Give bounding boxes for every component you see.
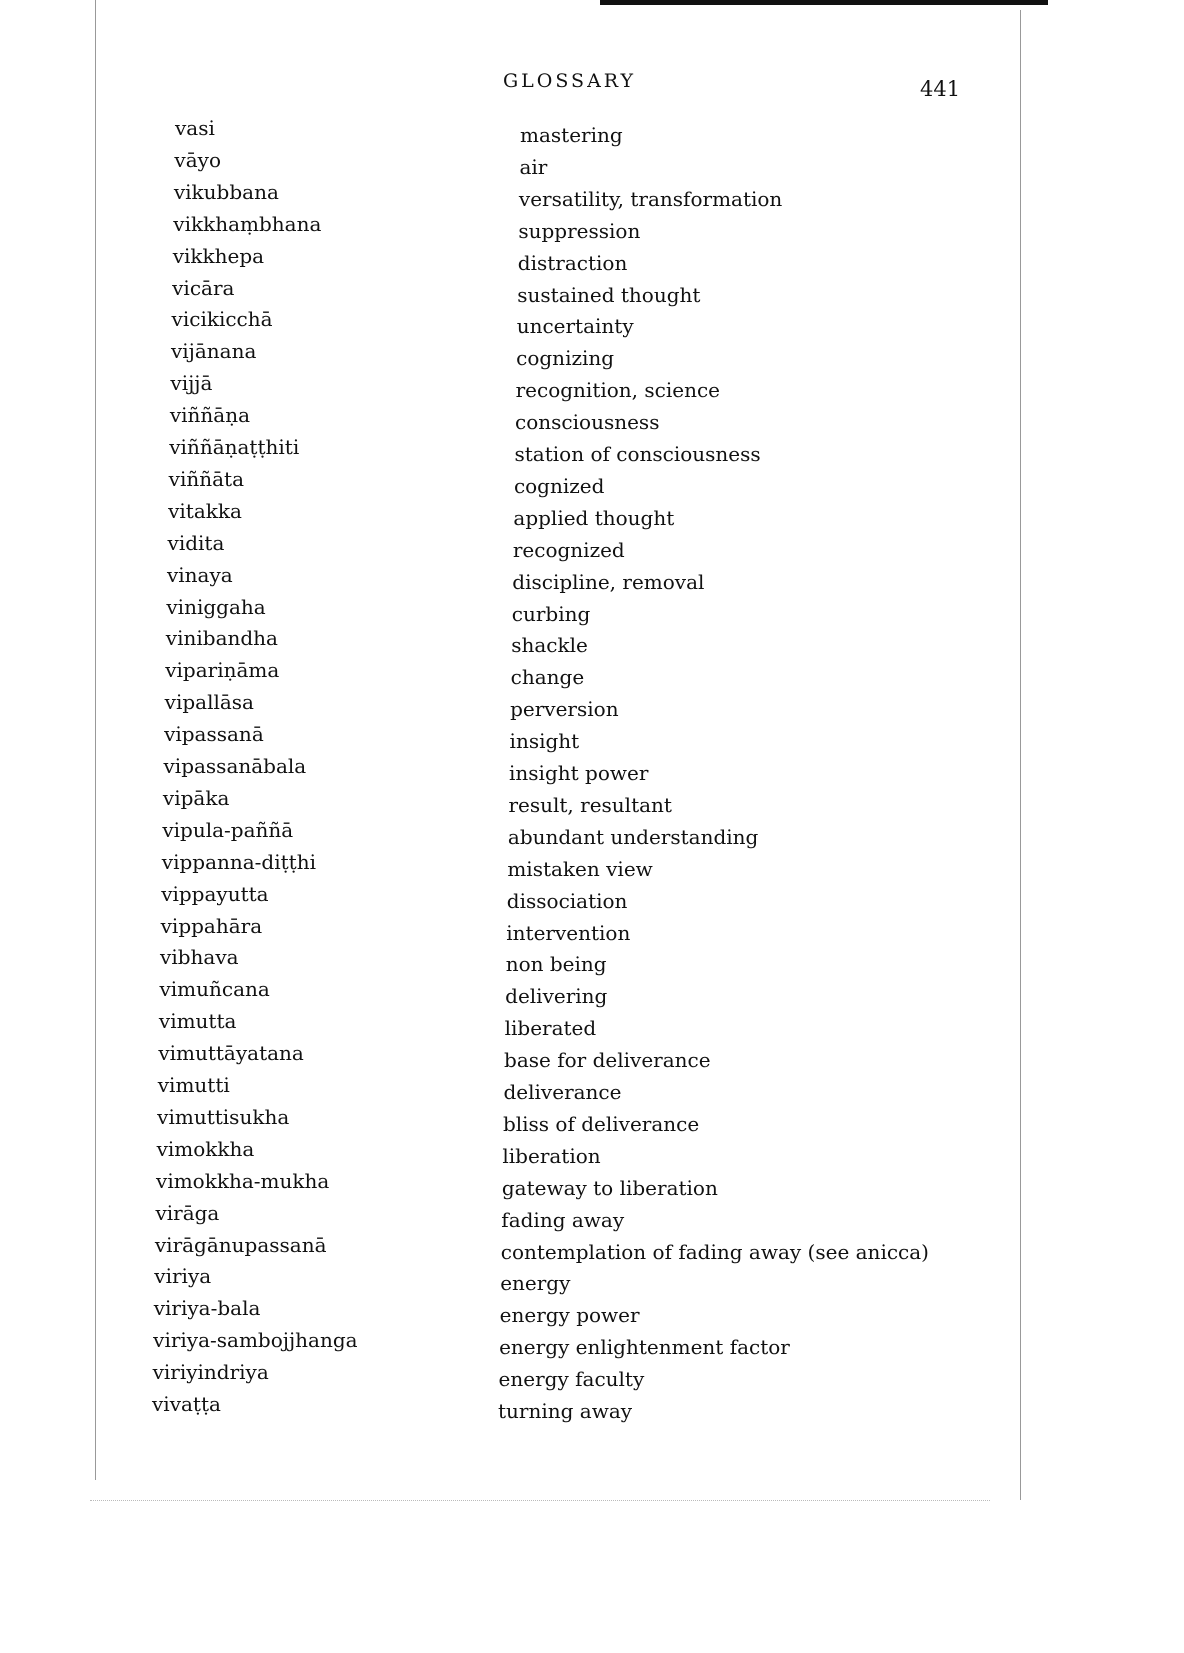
glossary-definition: delivering [505,984,608,1009]
glossary-definition: station of consciousness [514,442,761,466]
glossary-definition: suppression [518,218,641,243]
glossary-term: vikkhepa [172,243,265,268]
glossary-term: viriya [154,1264,212,1289]
glossary-definition: sustained thought [517,282,701,307]
page-number: 441 [920,77,961,101]
glossary-definition: energy [500,1271,571,1296]
glossary-term: vijjā [170,371,213,396]
glossary-term: viniggaha [166,594,266,619]
glossary-definition: recognized [512,537,625,562]
glossary-term: viññāṇa [169,403,250,428]
glossary-definition: air [519,154,548,179]
glossary-term: vimuñcana [159,977,270,1002]
glossary-term: vipassanā [164,722,264,747]
glossary-term: vinibandha [165,626,278,651]
glossary-definition: deliverance [503,1080,622,1104]
glossary-term: vivaṭṭa [152,1392,221,1416]
glossary-term: vimokkha [156,1136,255,1161]
glossary-term: vipula-paññā [162,817,294,842]
glossary-term: vikubbana [173,179,279,204]
glossary-definition: recognition, science [515,378,720,403]
glossary-definition: energy faculty [498,1367,645,1392]
glossary-term: vimutti [157,1073,230,1097]
glossary-definition: turning away [498,1399,633,1423]
glossary-term: vimuttisukha [157,1104,290,1129]
glossary-definition: base for deliverance [504,1048,711,1073]
glossary-term: viññāta [168,466,245,491]
glossary-definition: gateway to liberation [501,1175,718,1200]
glossary-definition: curbing [511,601,591,626]
glossary-definition: shackle [511,633,588,658]
glossary-definition: mastering [520,123,623,147]
glossary-definition: mistaken view [507,856,653,881]
glossary-term: virāgānupassanā [154,1232,327,1257]
glossary-definition: non being [505,952,607,977]
glossary-term: viriyindriya [152,1360,269,1385]
glossary-definition: intervention [506,920,631,945]
glossary-term: vipāka [162,785,230,810]
glossary-definition: distraction [517,250,628,275]
glossary-term: vipallāsa [164,690,254,715]
glossary-definition: perversion [510,697,619,722]
glossary-definition: insight [509,729,580,754]
scan-bottom-edge [90,1500,990,1501]
glossary-definition: insight power [509,761,649,785]
glossary-definition: abundant understanding [507,824,759,849]
glossary-term: vimokkha-mukha [156,1168,330,1193]
glossary-term: viriya-sambojjhanga [153,1328,358,1353]
glossary-term: vipassanābala [163,754,307,778]
glossary-term: vāyo [174,147,221,172]
glossary-term: vijānana [170,339,257,364]
scan-edge-bar [600,0,1048,5]
glossary-definition: fading away [501,1207,625,1232]
glossary-term: virāga [155,1200,220,1225]
glossary-definition: bliss of deliverance [502,1111,700,1136]
glossary-term: vikkhaṃbhana [173,211,322,236]
glossary-term: vinaya [166,562,233,587]
glossary-definition: liberated [504,1016,597,1041]
glossary-term: vitakka [168,498,242,523]
glossary-term: vippayutta [161,881,269,906]
glossary-definition: result, resultant [508,792,672,817]
glossary-term: vidita [167,530,225,555]
glossary-definition: contemplation of fading away (see anicca) [500,1239,929,1264]
glossary-term: vasi [175,116,215,140]
glossary-definition: versatility, transformation [518,186,783,211]
glossary-term: vicāra [172,275,235,300]
glossary-term: vimuttāyatana [158,1041,304,1066]
glossary-definition: cognized [513,473,605,498]
glossary-definition: energy enlightenment factor [499,1335,790,1360]
glossary-term: vipariṇāma [165,658,280,683]
glossary-definition: energy power [499,1303,640,1328]
glossary-definition: consciousness [515,410,660,435]
glossary-term: viññāṇaṭṭhiti [169,435,300,459]
scan-right-margin-line [1020,10,1021,1500]
glossary-definition: cognizing [516,346,615,371]
glossary-term: vippanna-diṭṭhi [161,849,316,874]
scan-left-margin-line [95,0,96,1480]
glossary-term: viriya-bala [153,1296,261,1321]
glossary-term: vimutta [158,1009,237,1034]
glossary-term: vippahāra [160,913,263,938]
glossary-definition: dissociation [506,888,628,913]
glossary-definition: uncertainty [516,314,634,339]
page-header-title: GLOSSARY [503,70,637,92]
glossary-definition: change [510,665,585,690]
glossary-term: vicikicchā [171,307,273,332]
glossary-term: vibhava [160,945,239,970]
glossary-definition: discipline, removal [512,569,705,594]
glossary-definition: applied thought [513,505,675,530]
glossary-definition: liberation [502,1143,601,1168]
